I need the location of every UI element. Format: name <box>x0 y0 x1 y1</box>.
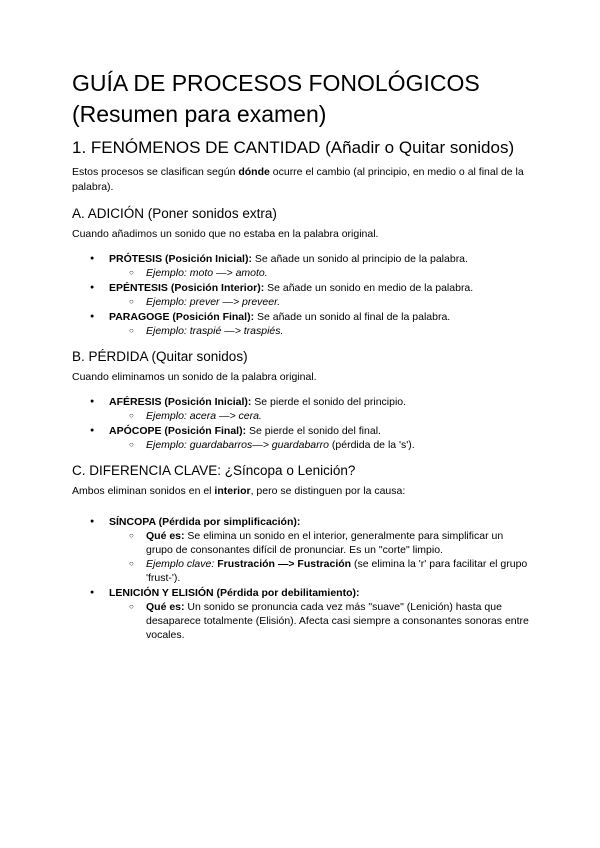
subsection-heading-adicion: A. ADICIÓN (Poner sonidos extra) <box>72 206 277 221</box>
que-es-label: Qué es: <box>146 601 185 613</box>
page-title: GUÍA DE PROCESOS FONOLÓGICOS (Resumen para examen) <box>72 70 480 127</box>
que-es-text: Se elimina un sonido en el interior, generalmente para simplificar un grupo de consonantes difícil de pronunciar. Es un "corte" limpio. <box>146 530 504 556</box>
lenicion-que-es <box>109 600 532 642</box>
term-protesis: PRÓTESIS (Posición Inicial): <box>109 253 252 265</box>
list-item-epentesis <box>72 281 532 309</box>
desc-aferesis: Se pierde el sonido del principio. <box>251 396 407 408</box>
diferencia-list <box>72 515 532 642</box>
list-item-apocope <box>72 424 532 452</box>
term-apocope: APÓCOPE (Posición Final): <box>109 425 247 437</box>
subsection-adicion <box>72 205 532 338</box>
intro-text-end: , pero se distinguen por la causa: <box>250 485 406 497</box>
subsection-diferencia <box>72 462 532 642</box>
section-intro <box>72 165 532 195</box>
section-heading-cantidad: 1. FENÓMENOS DE CANTIDAD (Añadir o Quitar sonidos) <box>72 138 515 157</box>
example-paragoge <box>109 324 532 338</box>
desc-paragoge: Se añade un sonido al final de la palabra. <box>254 311 451 323</box>
example-note: (pérdida de la 's'). <box>328 439 415 451</box>
intro-text: Ambos eliminan sonidos en el <box>72 485 215 497</box>
que-es-text: Un sonido se pronuncia cada vez más "suave" (Lenición) hasta que desaparece totalmente (Elisión). Afecta casi siempre a consonantes sonoras entre vocales. <box>146 601 529 641</box>
intro-text-end: ocurre el cambio (al principio, en medio o al final de la palabra). <box>72 166 524 193</box>
example-epentesis <box>109 295 532 309</box>
subsection-intro-perdida: Cuando eliminamos un sonido de la palabra original. <box>72 371 317 383</box>
example-text: Ejemplo: traspié —> traspiés. <box>146 325 284 337</box>
list-item-paragoge <box>72 310 532 338</box>
desc-protesis: Se añade un sonido al principio de la palabra. <box>251 253 468 265</box>
example-text: Ejemplo: acera —> cera. <box>146 410 262 422</box>
sincopa-ejemplo <box>109 557 532 585</box>
perdida-list <box>72 395 532 452</box>
example-apocope <box>109 438 532 452</box>
que-es-label: Qué es: <box>146 530 185 542</box>
ejemplo-label: Ejemplo clave: <box>146 558 215 570</box>
subsection-perdida <box>72 348 532 452</box>
list-item-aferesis <box>72 395 532 423</box>
term-aferesis: AFÉRESIS (Posición Inicial): <box>109 396 252 408</box>
desc-epentesis: Se añade un sonido en medio de la palabra. <box>264 282 474 294</box>
term-epentesis: EPÉNTESIS (Posición Interior): <box>109 282 265 294</box>
intro-text: Estos procesos se clasifican según <box>72 166 239 178</box>
subsection-heading-perdida: B. PÉRDIDA (Quitar sonidos) <box>72 349 248 364</box>
list-item-lenicion <box>72 586 532 642</box>
example-aferesis <box>109 409 532 423</box>
example-text: Ejemplo: guardabarros—> guardabarro <box>146 439 329 451</box>
ejemplo-note: (se elimina la 'r' para facilitar el grupo 'frust-'). <box>146 558 528 584</box>
example-protesis <box>109 266 532 280</box>
term-lenicion: LENICIÓN Y ELISIÓN (Pérdida por debilitamiento): <box>109 587 360 599</box>
document-page <box>72 68 532 648</box>
example-text: Ejemplo: prever —> preveer. <box>146 296 281 308</box>
intro-bold: dónde <box>238 166 270 178</box>
intro-bold: interior <box>214 485 251 497</box>
subsection-heading-diferencia: C. DIFERENCIA CLAVE: ¿Síncopa o Lenición? <box>72 463 356 478</box>
term-sincopa: SÍNCOPA (Pérdida por simplificación): <box>109 516 301 528</box>
list-item-protesis <box>72 252 532 280</box>
list-item-sincopa <box>72 515 532 585</box>
desc-apocope: Se pierde el sonido del final. <box>246 425 381 437</box>
adicion-list <box>72 252 532 338</box>
example-text: Ejemplo: moto —> amoto. <box>146 267 268 279</box>
subsection-intro-adicion: Cuando añadimos un sonido que no estaba en la palabra original. <box>72 228 379 240</box>
term-paragoge: PARAGOGE (Posición Final): <box>109 311 255 323</box>
sincopa-que-es <box>109 529 532 557</box>
ejemplo-bold: Frustración —> Fustración <box>214 558 352 570</box>
subsection-intro-diferencia <box>72 484 532 499</box>
